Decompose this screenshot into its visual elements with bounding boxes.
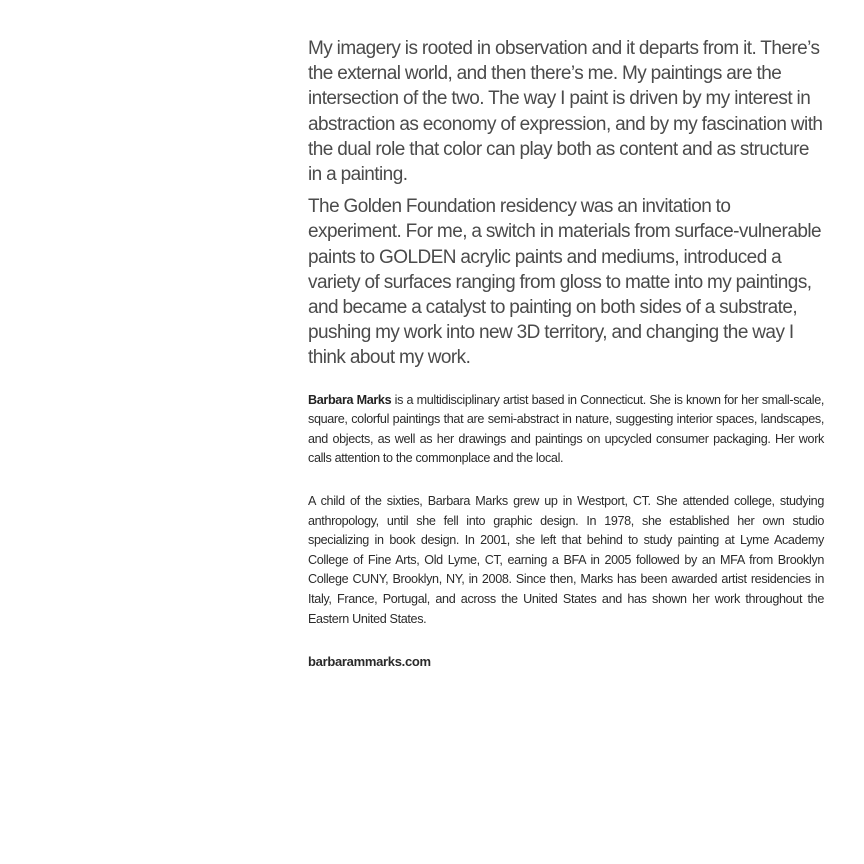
website-link[interactable]: barbarammarks.com: [308, 654, 431, 670]
bio-intro-text: is a multidisciplinary artist based in Connecticut. She is known for her small-scale, square, colorful paintings that are semi-abstract in nature, suggesting interior spaces, landscapes, and objects, as well as her drawings and paintings on upcycled consumer packaging. Her work calls attention to the commonplace and the local.: [308, 392, 824, 466]
artist-statement: [308, 36, 824, 371]
bio-history-paragraph: A child of the sixties, Barbara Marks grew up in Westport, CT. She attended college, studying anthropology, until she fell into graphic design. In 1978, she established her own studio specializing in book design. In 2001, she left that behind to study painting at Lyme Academy College of Fine Arts, Old Lyme, CT, earning a BFA in 2005 followed by an MFA from Brooklyn College CUNY, Brooklyn, NY, in 2008. Since then, Marks has been awarded artist residencies in Italy, France, Portugal, and across the United States and has shown her work throughout the Eastern United States.: [308, 494, 824, 626]
text-column: [308, 36, 824, 671]
artist-name: Barbara Marks: [308, 392, 392, 407]
statement-paragraph-1: My imagery is rooted in observation and it departs from it. There’s the external world, and then there’s me. My paintings are the intersection of the two. The way I paint is driven by my interest in abstraction as economy of expression, and by my fascination with the dual role that color can play both as content and as structure in a painting.: [308, 38, 823, 186]
statement-paragraph-2: The Golden Foundation residency was an invitation to experiment. For me, a switch in materials from surface-vulnerable paints to GOLDEN acrylic paints and mediums, introduced a variety of surfaces ranging from gloss to matte into my paintings, and became a catalyst to painting on both sides of a substrate, pushing my work into new 3D territory, and changing the way I think about my work.: [308, 196, 822, 369]
artist-bio: [308, 391, 824, 630]
bio-intro-paragraph: [308, 391, 824, 469]
